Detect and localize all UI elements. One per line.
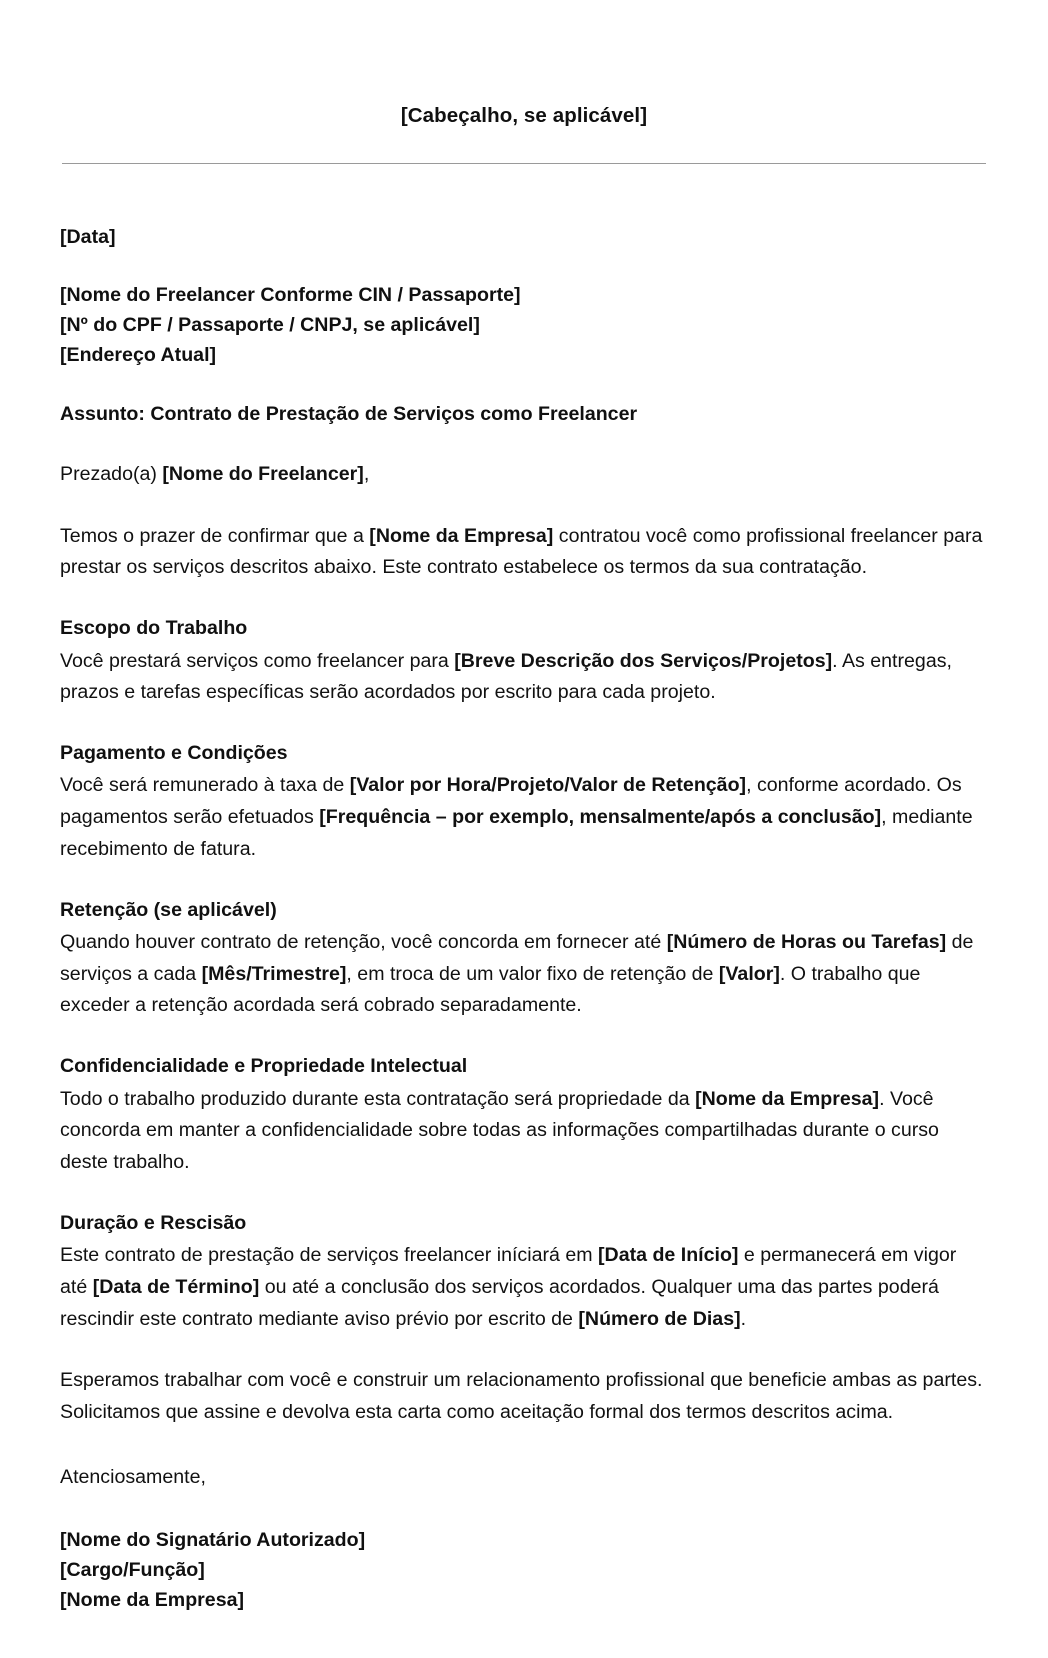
section-title: Retenção (se aplicável) xyxy=(60,898,277,921)
document-header-area xyxy=(0,0,1048,164)
section-text-part2: . Você concorda em manter a confidencialidade sobre todas as informações compartilhadas durante o curso deste trabalho. xyxy=(60,1087,939,1174)
section-title: Confidencialidade e Propriedade Intelectual xyxy=(60,1055,468,1078)
intro-part1: Temos o prazer de confirmar que a xyxy=(60,524,370,547)
section-text-part1: Quando houver contrato de retenção, você concorda em fornecer até xyxy=(60,931,667,953)
section-body xyxy=(60,770,986,865)
section-placeholder-2: [Frequência – por exemplo, mensalmente/após a conclusão] xyxy=(319,806,882,829)
intro-part2: contratou você como profissional freelancer para prestar os serviços descritos abaixo. Este contrato estabelece os termos da sua contratação. xyxy=(60,524,983,579)
signatory-role-line: [Cargo/Função] xyxy=(60,1558,205,1581)
section-title: Escopo do Trabalho xyxy=(60,617,248,640)
section-text-part1: Você será remunerado à taxa de xyxy=(60,774,350,797)
section-body xyxy=(60,1240,986,1335)
section-placeholder-2: [Mês/Trimestre] xyxy=(201,962,347,985)
section-placeholder-3: [Número de Dias] xyxy=(578,1307,741,1330)
section-confidencialidade xyxy=(60,1052,986,1179)
intro-company-placeholder: [Nome da Empresa] xyxy=(369,524,554,547)
recipient-name-line: [Nome do Freelancer Conforme CIN / Passaporte] xyxy=(60,284,521,306)
signature-block xyxy=(60,1526,986,1615)
recipient-address-line: [Endereço Atual] xyxy=(60,343,217,366)
section-placeholder-3: [Valor] xyxy=(718,962,780,985)
section-text-part3: ou até a conclusão dos serviços acordados. Qualquer uma das partes poderá rescindir este contrato mediante aviso prévio por escrito de xyxy=(60,1275,939,1330)
section-placeholder-1: [Breve Descrição dos Serviços/Projetos] xyxy=(454,649,833,672)
section-text-part2: , conforme acordado. Os pagamentos serão efetuados xyxy=(60,774,962,829)
section-text-part1: Este contrato de prestação de serviços freelancer iníciará em xyxy=(60,1244,599,1267)
document-header-title: [Cabeçalho, se aplicável] xyxy=(400,104,648,127)
section-placeholder-1: [Valor por Hora/Projeto/Valor de Retenção] xyxy=(349,774,747,797)
date-placeholder: [Data] xyxy=(60,226,116,248)
section-body xyxy=(60,927,986,1022)
section-placeholder-1: [Nome da Empresa] xyxy=(695,1087,880,1110)
intro-paragraph xyxy=(60,521,986,584)
section-title: Duração e Rescisão xyxy=(60,1211,247,1234)
header-divider xyxy=(62,163,986,164)
greeting-suffix: , xyxy=(363,463,370,486)
section-title: Pagamento e Condições xyxy=(60,742,288,765)
section-placeholder-1: [Data de Início] xyxy=(598,1244,739,1267)
signatory-company-line: [Nome da Empresa] xyxy=(60,1588,245,1611)
sign-off-line: Atenciosamente, xyxy=(60,1465,206,1488)
section-pagamento-e-condicoes xyxy=(60,739,986,866)
recipient-id-line: [Nº do CPF / Passaporte / CNPJ, se aplicável] xyxy=(60,313,480,336)
section-duracao-e-rescisao xyxy=(60,1209,986,1336)
section-body xyxy=(60,1084,986,1179)
section-text-part4: . xyxy=(740,1307,747,1330)
section-text-part2: de serviços a cada xyxy=(60,931,974,985)
closing-paragraph: Esperamos trabalhar com você e construir um relacionamento profissional que beneficie ambas as partes. Solicitamos que assine e devolva esta carta como aceitação formal dos termos descritos acima. xyxy=(60,1369,983,1424)
section-text-part4: . O trabalho que exceder a retenção acordada será cobrado separadamente. xyxy=(60,962,921,1017)
section-text-part3: , em troca de um valor fixo de retenção de xyxy=(346,962,719,985)
section-escopo-do-trabalho xyxy=(60,614,986,709)
signatory-name-line: [Nome do Signatário Autorizado] xyxy=(60,1529,366,1552)
greeting-placeholder: [Nome do Freelancer] xyxy=(162,463,364,486)
section-placeholder-2: [Data de Término] xyxy=(92,1275,260,1298)
recipient-block xyxy=(60,281,986,370)
section-retencao xyxy=(60,896,986,1023)
section-text-part2: . As entregas, prazos e tarefas específicas serão acordados por escrito para cada projeto. xyxy=(60,649,952,704)
greeting-line xyxy=(60,459,986,490)
document-body xyxy=(0,226,1048,1616)
subject-line: Assunto: Contrato de Prestação de Serviços como Freelancer xyxy=(60,403,638,426)
section-placeholder-1: [Número de Horas ou Tarefas] xyxy=(666,931,947,953)
greeting-prefix: Prezado(a) xyxy=(60,463,163,486)
section-text-part2: e permanecerá em vigor até xyxy=(60,1244,957,1298)
section-body xyxy=(60,646,986,709)
section-text-part1: Você prestará serviços como freelancer para xyxy=(60,649,455,672)
section-text-part3: , mediante recebimento de fatura. xyxy=(60,806,973,860)
section-text-part1: Todo o trabalho produzido durante esta contratação será propriedade da xyxy=(60,1087,696,1110)
